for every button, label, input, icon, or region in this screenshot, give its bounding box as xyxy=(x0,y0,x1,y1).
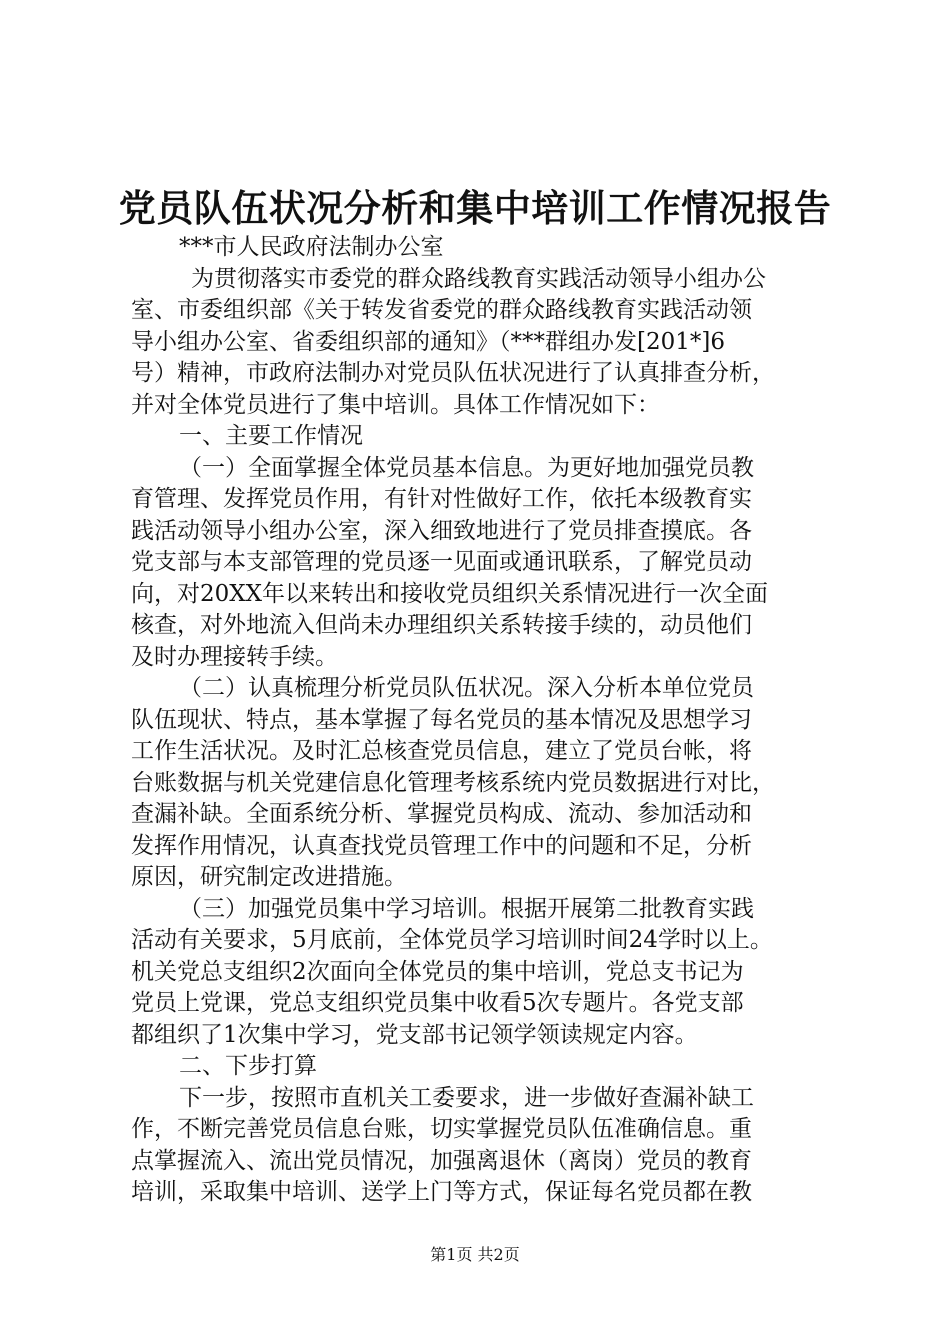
paragraph-line: 并对全体党员进行了集中培训。具体工作情况如下： xyxy=(131,391,660,418)
paragraph-line: 及时办理接转手续。 xyxy=(131,643,338,670)
paragraph-line: 队伍现状、特点，基本掌握了每名党员的基本情况及思想学习 xyxy=(131,706,752,733)
paragraph-line: 号）精神，市政府法制办对党员队伍状况进行了认真排查分析， xyxy=(131,360,775,386)
document-body xyxy=(131,232,831,1209)
paragraph-line: 原因，研究制定改进措施。 xyxy=(131,864,407,890)
paragraph-line: 下一步，按照市直机关工委要求，进一步做好查漏补缺工 xyxy=(179,1084,754,1111)
paragraph-line: （三）加强党员集中学习培训。根据开展第二批教育实践 xyxy=(179,895,754,922)
paragraph-line: 为贯彻落实市委党的群众路线教育实践活动领导小组办公 xyxy=(191,265,766,292)
section-heading: 二、下步打算 xyxy=(179,1053,317,1079)
paragraph-line: 发挥作用情况，认真查找党员管理工作中的问题和不足，分析 xyxy=(131,832,752,859)
paragraph-line: 向，对20XX年以来转出和接收党员组织关系情况进行一次全面 xyxy=(131,580,769,607)
paragraph-line: 践活动领导小组办公室，深入细致地进行了党员排查摸底。各 xyxy=(131,517,752,544)
paragraph-line: （二）认真梳理分析党员队伍状况。深入分析本单位党员 xyxy=(179,675,754,701)
paragraph-line: 都组织了1次集中学习，党支部书记领学领读规定内容。 xyxy=(131,1021,698,1048)
paragraph-line: 培训，采取集中培训、送学上门等方式，保证每名党员都在教 xyxy=(131,1179,752,1205)
paragraph-line: 党支部与本支部管理的党员逐一见面或通讯联系，了解党员动 xyxy=(131,549,752,575)
paragraph-line: 机关党总支组织2次面向全体党员的集中培训，党总支书记为 xyxy=(131,958,744,985)
paragraph-line: 台账数据与机关党建信息化管理考核系统内党员数据进行对比， xyxy=(131,769,775,796)
paragraph-line: 点掌握流入、流出党员情况，加强离退休（离岗）党员的教育 xyxy=(131,1147,752,1174)
paragraph-line: 室、市委组织部《关于转发省委党的群众路线教育实践活动领 xyxy=(131,297,752,323)
paragraph-line: 党员上党课，党总支组织党员集中收看5次专题片。各党支部 xyxy=(131,990,744,1016)
paragraph-line: 核查，对外地流入但尚未办理组织关系转接手续的，动员他们 xyxy=(131,612,752,638)
paragraph-line: 活动有关要求，5月底前，全体党员学习培训时间24学时以上。 xyxy=(131,927,773,953)
paragraph-line: （一）全面掌握全体党员基本信息。为更好地加强党员教 xyxy=(179,454,754,481)
paragraph-line: 工作生活状况。及时汇总核查党员信息，建立了党员台帐，将 xyxy=(131,738,752,764)
paragraph-line: 查漏补缺。全面系统分析、掌握党员构成、流动、参加活动和 xyxy=(131,801,752,827)
author-line: ***市人民政府法制办公室 xyxy=(179,234,444,260)
page-footer: 第1页 共2页 xyxy=(430,1245,520,1264)
paragraph-line: 作，不断完善党员信息台账，切实掌握党员队伍准确信息。重 xyxy=(131,1116,752,1142)
paragraph-line: 育管理、发挥党员作用，有针对性做好工作，依托本级教育实 xyxy=(131,486,752,512)
section-heading: 一、主要工作情况 xyxy=(179,423,363,449)
paragraph-line: 导小组办公室、省委组织部的通知》（***群组办发[201*]6 xyxy=(131,328,725,355)
document-title: 党员队伍状况分析和集中培训工作情况报告 xyxy=(118,186,832,230)
